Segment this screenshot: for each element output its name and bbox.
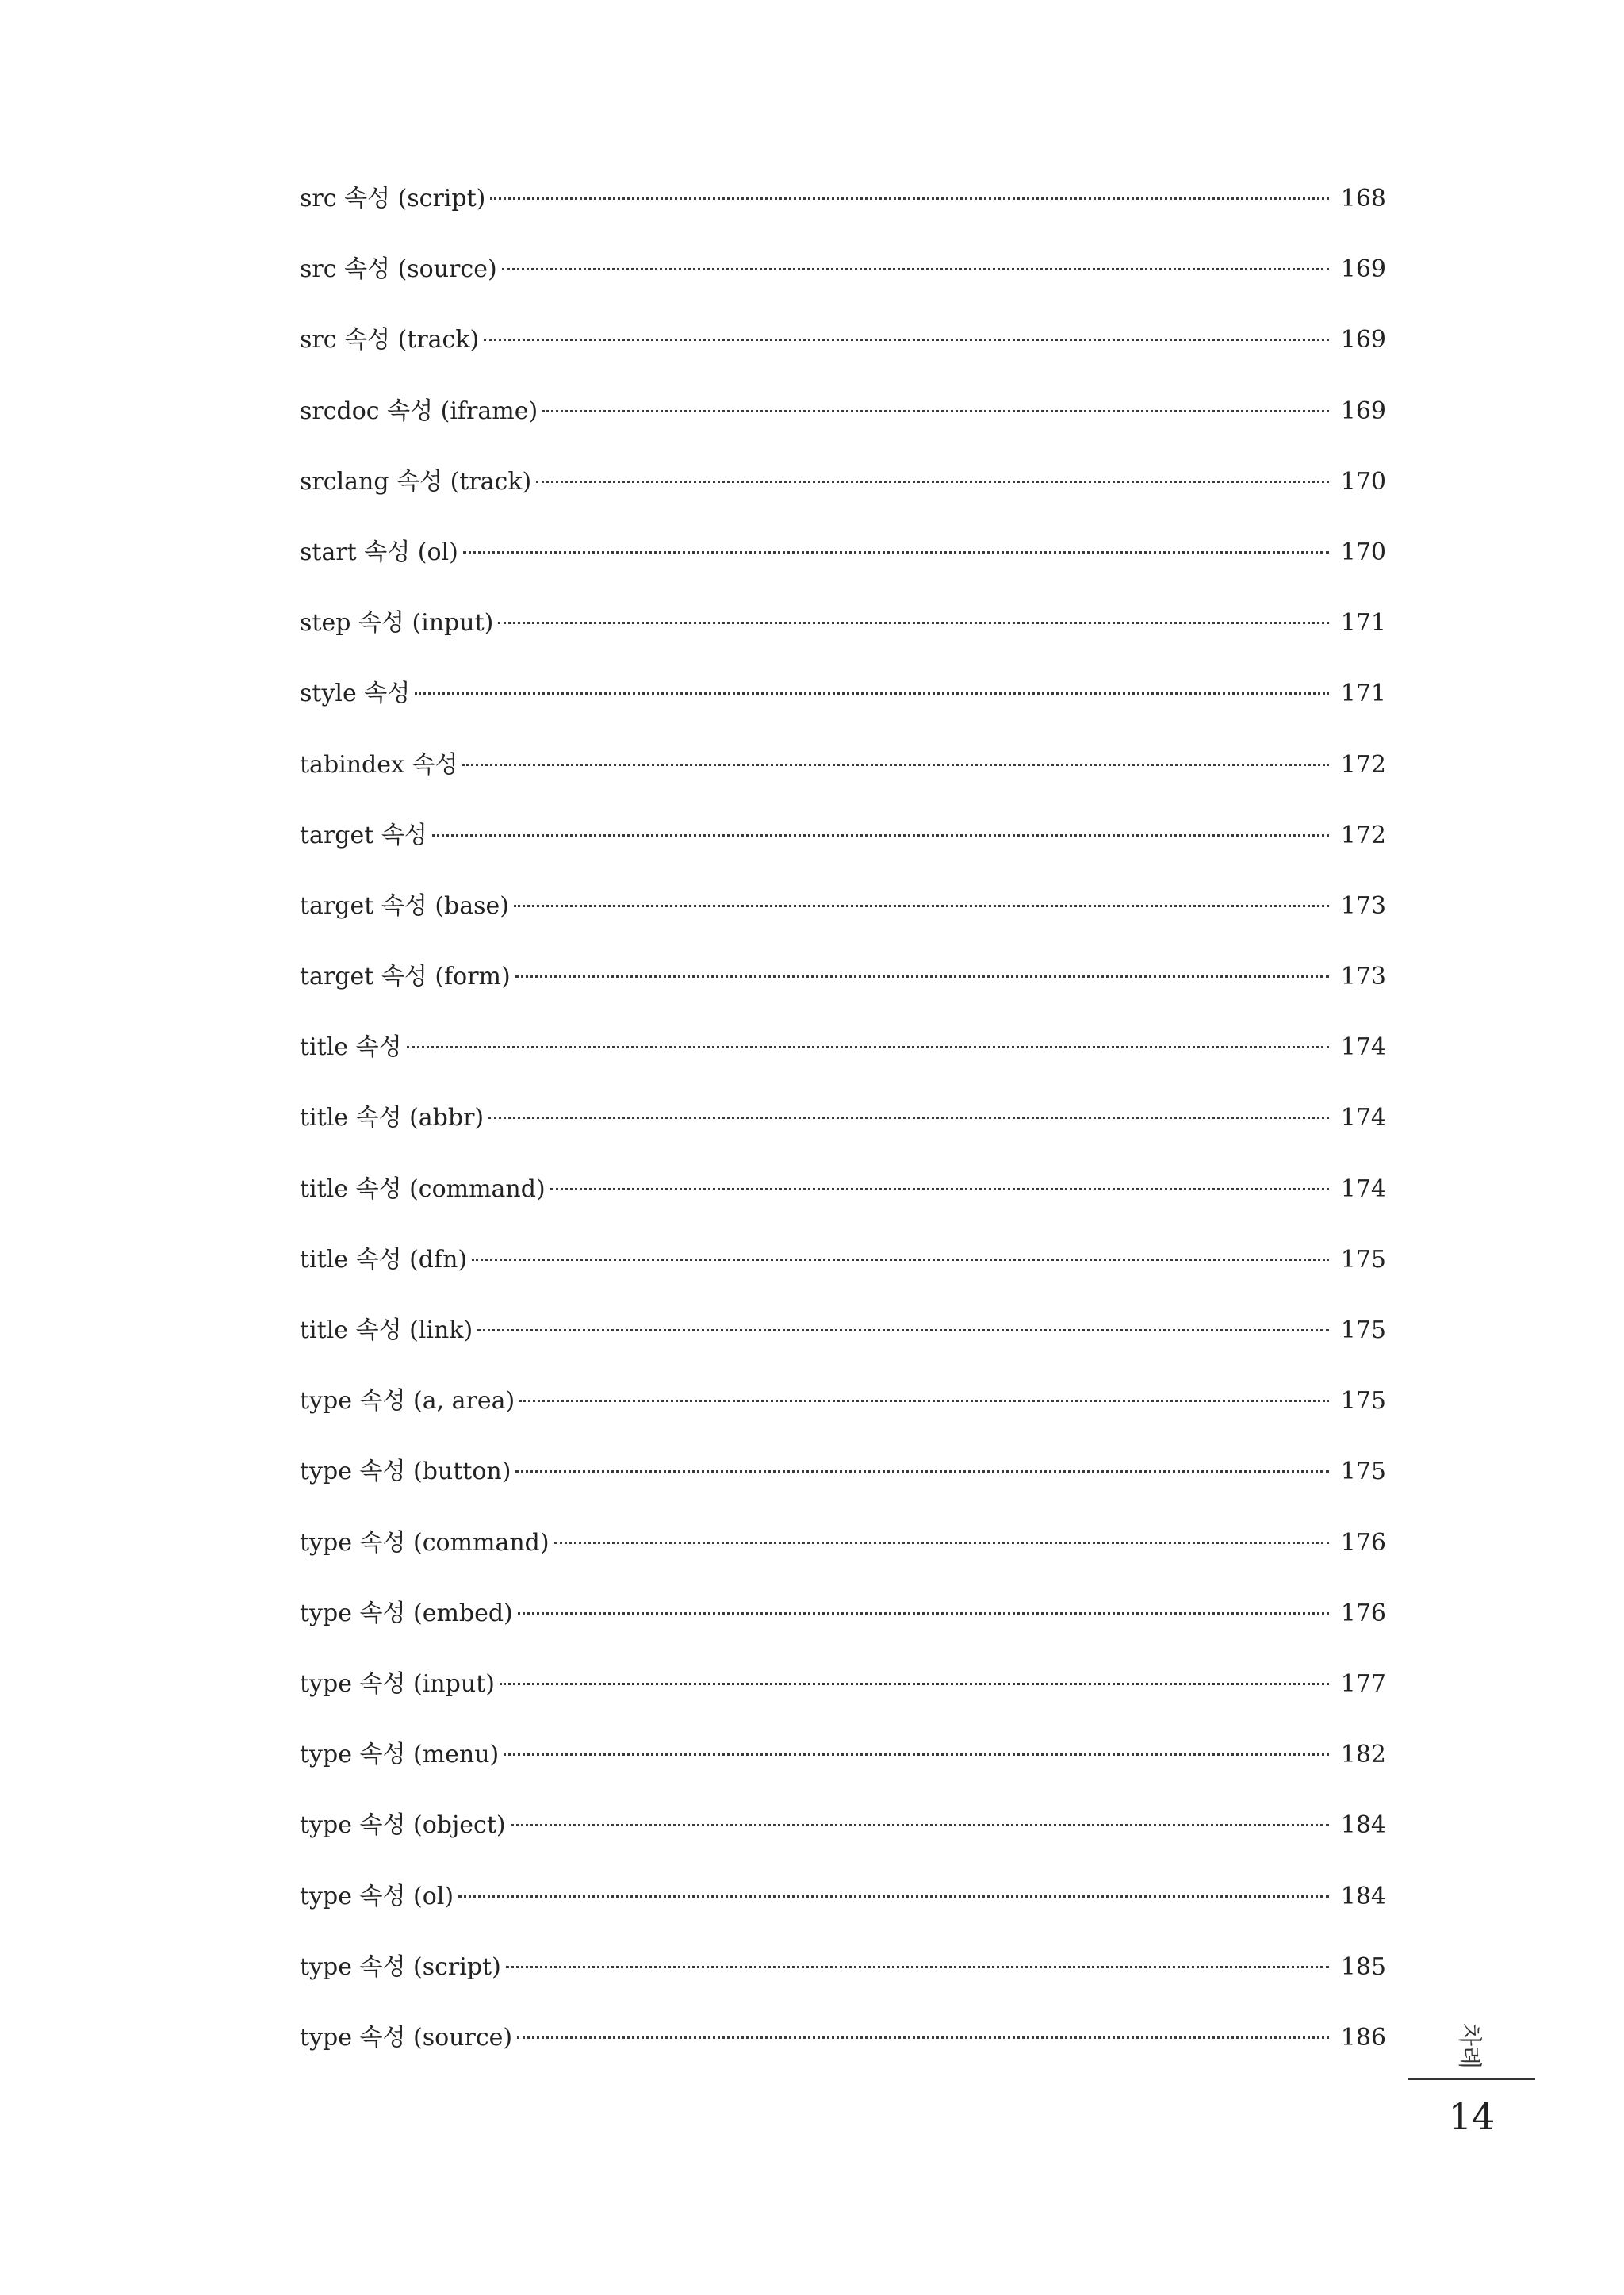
toc-entry-label: type 속성 (a, area) (300, 1387, 515, 1416)
dot-leader (432, 834, 1329, 837)
dot-leader (407, 1046, 1329, 1048)
toc-entry-page: 186 (1340, 2023, 1386, 2052)
toc-entry-label: src 속성 (script) (300, 185, 486, 213)
dot-leader (488, 1117, 1329, 1119)
toc-entry-label: type 속성 (script) (300, 1952, 501, 1981)
toc-entry-label: srclang 속성 (track) (300, 467, 532, 496)
toc-entry-label: type 속성 (command) (300, 1528, 550, 1557)
toc-entry-label: type 속성 (object) (300, 1811, 506, 1840)
footer-divider (1408, 2078, 1535, 2080)
toc-entry-page: 175 (1340, 1245, 1386, 1274)
toc-entry (300, 392, 1386, 462)
toc-entry (300, 1240, 1386, 1311)
toc-entry (300, 1877, 1386, 1948)
toc-entry-page: 176 (1340, 1528, 1386, 1557)
toc-entry-page: 184 (1340, 1811, 1386, 1840)
toc-entry-page: 172 (1340, 821, 1386, 849)
dot-leader (515, 1470, 1329, 1473)
dot-leader (517, 2036, 1329, 2039)
toc-entry (300, 1028, 1386, 1098)
toc-entry-page: 185 (1340, 1952, 1386, 1981)
toc-entry (300, 1735, 1386, 1806)
toc-entry-page: 170 (1340, 467, 1386, 496)
toc-entry (300, 1948, 1386, 2018)
toc-entry-label: src 속성 (source) (300, 255, 497, 284)
toc-entry-page: 169 (1340, 397, 1386, 425)
toc-entry (300, 745, 1386, 816)
dot-leader (518, 1612, 1329, 1615)
dot-leader (462, 764, 1329, 766)
toc-entry (300, 1665, 1386, 1735)
toc-entry-page: 169 (1340, 326, 1386, 354)
toc-entry (300, 1311, 1386, 1381)
toc-entry-label: title 속성 (abbr) (300, 1104, 485, 1132)
toc-entry (300, 250, 1386, 320)
toc-entry-page: 174 (1340, 1104, 1386, 1132)
toc-entry-label: type 속성 (input) (300, 1669, 495, 1698)
toc-entry-label: title 속성 (dfn) (300, 1245, 468, 1274)
toc-entry-label: src 속성 (track) (300, 326, 480, 354)
page-number: 14 (1448, 2095, 1496, 2138)
section-tab-label: 차례 (1455, 2023, 1483, 2069)
dot-leader (515, 975, 1329, 978)
toc-entry-label: target 속성 (300, 821, 427, 849)
toc-entry-label: style 속성 (300, 680, 411, 708)
toc-entry (300, 1523, 1386, 1594)
toc-entry-page: 182 (1340, 1741, 1386, 1769)
toc-entry (300, 2018, 1386, 2089)
dot-leader (490, 197, 1329, 200)
toc-entry-page: 168 (1340, 185, 1386, 213)
toc-entry (300, 957, 1386, 1028)
toc-entry (300, 462, 1386, 533)
toc-entry-page: 175 (1340, 1387, 1386, 1416)
toc-entry (300, 1170, 1386, 1240)
dot-leader (554, 1542, 1329, 1544)
toc-entry-page: 169 (1340, 255, 1386, 284)
toc-entry-label: title 속성 (command) (300, 1174, 546, 1203)
toc-entry (300, 1806, 1386, 1876)
toc-entry-page: 174 (1340, 1033, 1386, 1062)
toc-entry-label: start 속성 (ol) (300, 538, 458, 566)
toc-entry (300, 1594, 1386, 1665)
toc-entry-label: type 속성 (embed) (300, 1599, 513, 1627)
toc-entry-label: tabindex 속성 (300, 750, 458, 779)
dot-leader (477, 1329, 1329, 1331)
dot-leader (415, 692, 1329, 695)
section-tab (1448, 2021, 1496, 2071)
toc-entry-label: step 속성 (input) (300, 609, 494, 638)
toc-entry-page: 175 (1340, 1316, 1386, 1344)
toc-entry-label: title 속성 (300, 1033, 402, 1062)
dot-leader (472, 1259, 1329, 1261)
dot-leader (511, 1824, 1329, 1826)
toc-entry (300, 1381, 1386, 1452)
toc-entry (300, 603, 1386, 674)
dot-leader (550, 1188, 1329, 1190)
toc-entry (300, 1098, 1386, 1169)
dot-leader (514, 905, 1329, 907)
toc-entry-page: 177 (1340, 1669, 1386, 1698)
dot-leader (498, 622, 1329, 624)
toc-entry-page: 173 (1340, 891, 1386, 920)
dot-leader (542, 410, 1329, 412)
toc-entry-label: type 속성 (source) (300, 2023, 513, 2052)
toc-entry-page: 174 (1340, 1174, 1386, 1203)
dot-leader (536, 481, 1329, 483)
toc-entry (300, 816, 1386, 887)
toc-entry-page: 176 (1340, 1599, 1386, 1627)
toc-entry (300, 320, 1386, 391)
dot-leader (519, 1400, 1329, 1402)
toc-entry-page: 184 (1340, 1882, 1386, 1910)
toc-entry (300, 533, 1386, 603)
dot-leader (458, 1895, 1329, 1898)
dot-leader (502, 268, 1329, 270)
dot-leader (504, 1753, 1329, 1756)
toc-entry-page: 173 (1340, 963, 1386, 991)
dot-leader (500, 1683, 1329, 1685)
toc-entry-label: title 속성 (link) (300, 1316, 473, 1344)
toc-entry-label: target 속성 (form) (300, 963, 511, 991)
toc-entry-label: target 속성 (base) (300, 891, 509, 920)
toc-entry (300, 887, 1386, 957)
toc-entry-page: 170 (1340, 538, 1386, 566)
toc-entry-page: 171 (1340, 609, 1386, 638)
toc-entry-page: 175 (1340, 1458, 1386, 1486)
table-of-contents (300, 179, 1386, 2089)
toc-entry (300, 179, 1386, 250)
toc-entry-label: type 속성 (button) (300, 1458, 511, 1486)
toc-entry-label: type 속성 (ol) (300, 1882, 454, 1910)
toc-entry-page: 172 (1340, 750, 1386, 779)
toc-entry (300, 1452, 1386, 1523)
dot-leader (484, 339, 1329, 341)
toc-entry (300, 674, 1386, 745)
toc-entry-label: type 속성 (menu) (300, 1741, 500, 1769)
toc-entry-label: srcdoc 속성 (iframe) (300, 397, 538, 425)
dot-leader (506, 1966, 1329, 1968)
dot-leader (463, 551, 1329, 554)
toc-entry-page: 171 (1340, 680, 1386, 708)
